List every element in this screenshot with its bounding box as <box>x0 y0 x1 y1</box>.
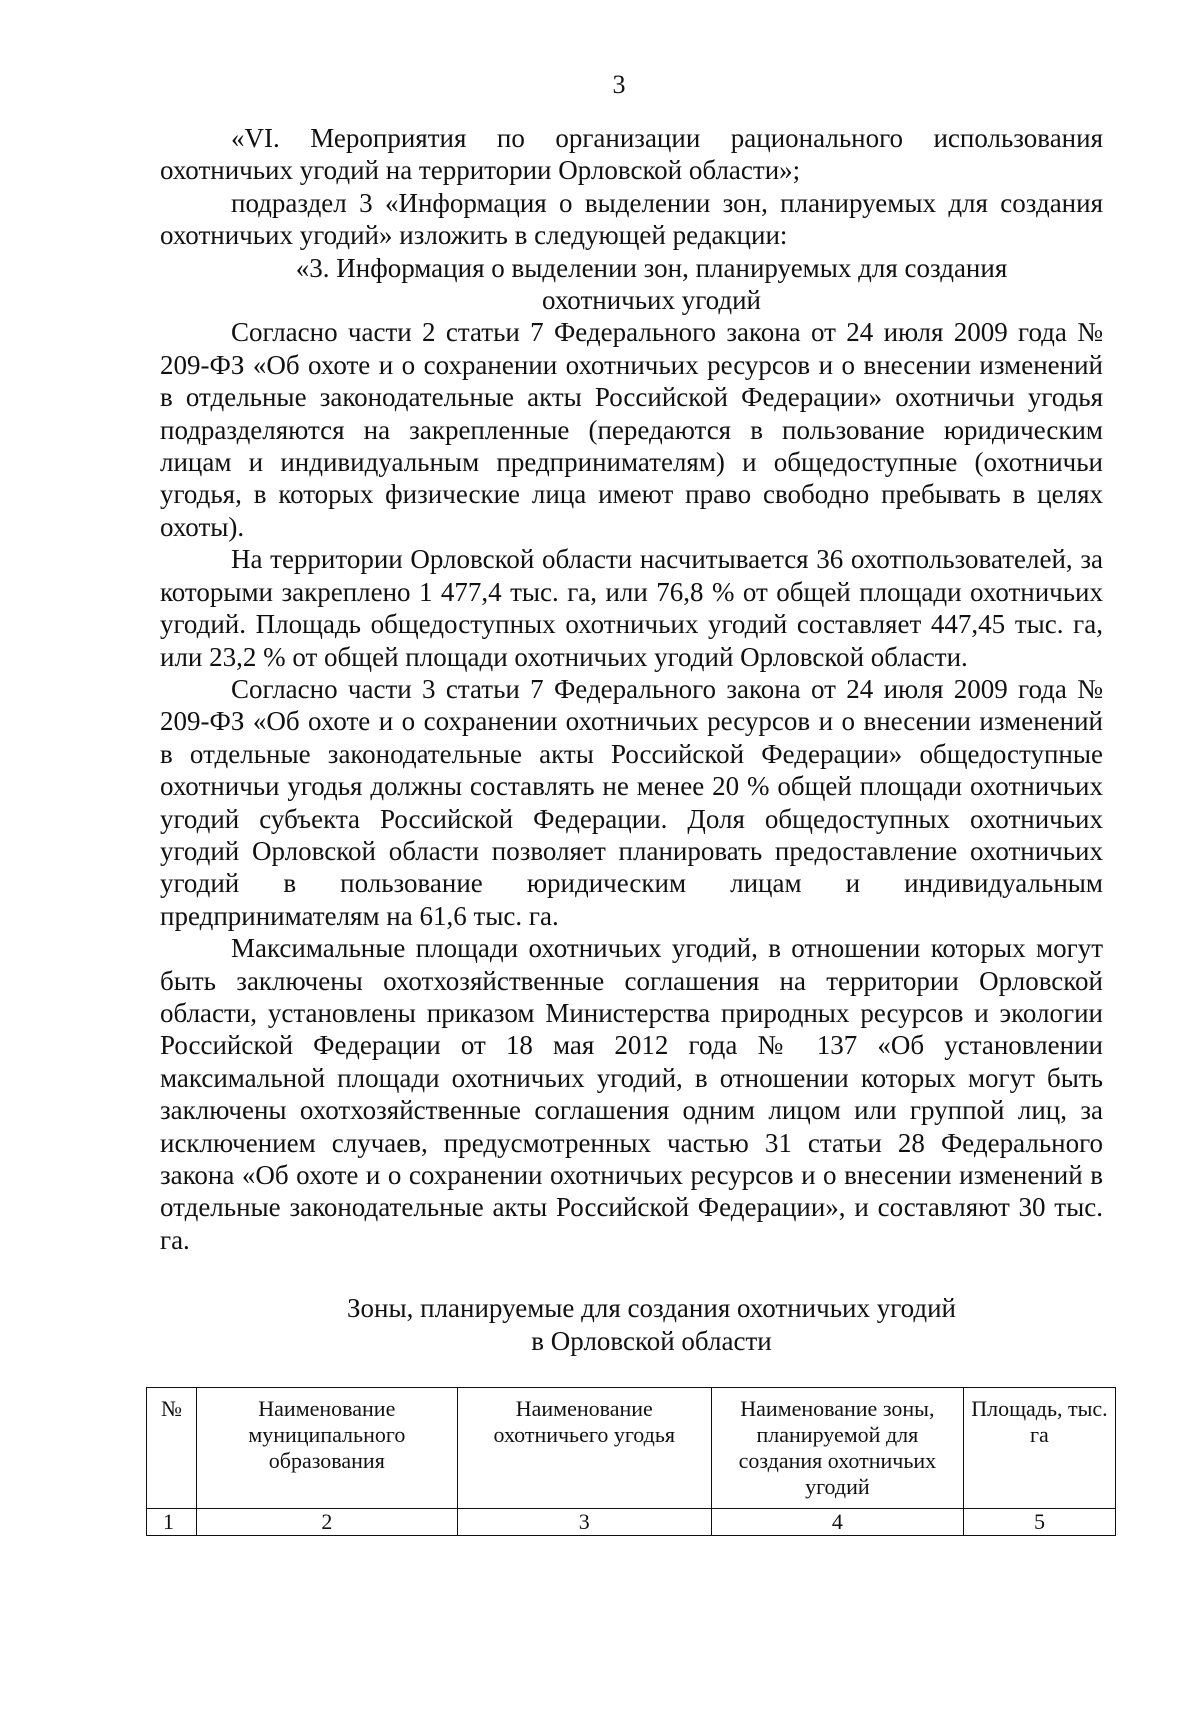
table-header-area: Площадь, тыс. га <box>963 1388 1115 1509</box>
table-row <box>147 1509 1116 1536</box>
section-heading-line-1: «3. Информация о выделении зон, планируемых для создания <box>295 252 1008 283</box>
spacer <box>160 1256 1103 1292</box>
zones-table <box>146 1387 1116 1536</box>
table-title-line-1: Зоны, планируемые для создания охотничьих угодий <box>347 1293 956 1324</box>
table-cell: 1 <box>147 1509 197 1536</box>
body-paragraph-4: Максимальные площади охотничьих угодий, в отношении которых могут быть заключены охотхозяйственные соглашения на территории Орловской области, установлены приказом Министерства природных ресурсов и экологии Российской Федерации от 18 мая 2012 года № 137 «Об установлении максимальной площади охотничьих угодий, в отношении которых могут быть заключены охотхозяйственные соглашения одним лицом или группой лиц, за исключением случаев, предусмотренных частью 31 статьи 28 Федерального закона «Об охоте и о сохранении охотничьих ресурсов и о внесении изменений в отдельные законодательные акты Российской Федерации», и составляют 30 тыс. га. <box>160 933 1103 1255</box>
body-paragraph-2: На территории Орловской области насчитывается 36 охотпользователей, за которыми закреплено 1 477,4 тыс. га, или 76,8 % от общей площади охотничьих угодий. Площадь общедоступных охотничьих угодий составляет 447,45 тыс. га, или 23,2 % от общей площади охотничьих угодий Орловской области. <box>160 544 1103 672</box>
table-title-line-2: в Орловской области <box>531 1325 772 1356</box>
table-cell: 2 <box>196 1509 457 1536</box>
table-header-hunting-ground: Наименование охотничьего угодья <box>457 1388 711 1509</box>
body-paragraph-3: Согласно части 3 статьи 7 Федерального закона от 24 июля 2009 года № 209-ФЗ «Об охоте и о сохранении охотничьих ресурсов и о внесении изменений в отдельные законодательные акты Российской Федерации» общедоступные охотничьи угодья должны составлять не менее 20 % общей площади охотничьих угодий субъекта Российской Федерации. Доля общедоступных охотничьих угодий Орловской области позволяет планировать предоставление охотничьих угодий в пользование юридическим лицам и индивидуальным предпринимателям на 61,6 тыс. га. <box>160 673 1103 931</box>
spacer <box>160 1357 1103 1387</box>
table-header-municipality: Наименование муниципального образования <box>196 1388 457 1509</box>
body-paragraph-1: Согласно части 2 статьи 7 Федерального закона от 24 июля 2009 года № 209-ФЗ «Об охоте и о сохранении охотничьих ресурсов и о внесении изменений в отдельные законодательные акты Российской Федерации» охотничьи угодья подразделяются на закрепленные (передаются в пользование юридическим лицам и индивидуальным предпринимателям) и общедоступные (охотничьи угодья, в которых физические лица имеют право свободно пребывать в целях охоты). <box>160 317 1103 542</box>
page-number: 3 <box>612 70 626 99</box>
table-cell: 3 <box>457 1509 711 1536</box>
paragraph-section-vi: «VI. Мероприятия по организации рационального использования охотничьих угодий на территории Орловской области»; <box>160 123 1103 186</box>
paragraph-subsection-3-intro: подраздел 3 «Информация о выделении зон, планируемых для создания охотничьих угодий» изложить в следующей редакции: <box>160 187 1103 251</box>
table-header-number: № <box>147 1388 197 1509</box>
section-heading-line-2: охотничьих угодий <box>542 285 761 316</box>
table-cell: 4 <box>711 1509 963 1536</box>
table-cell: 5 <box>963 1509 1115 1536</box>
table-header-row <box>147 1388 1116 1509</box>
table-header-zone: Наименование зоны, планируемой для создания охотничьих угодий <box>711 1388 963 1509</box>
document-body <box>160 122 1108 1536</box>
